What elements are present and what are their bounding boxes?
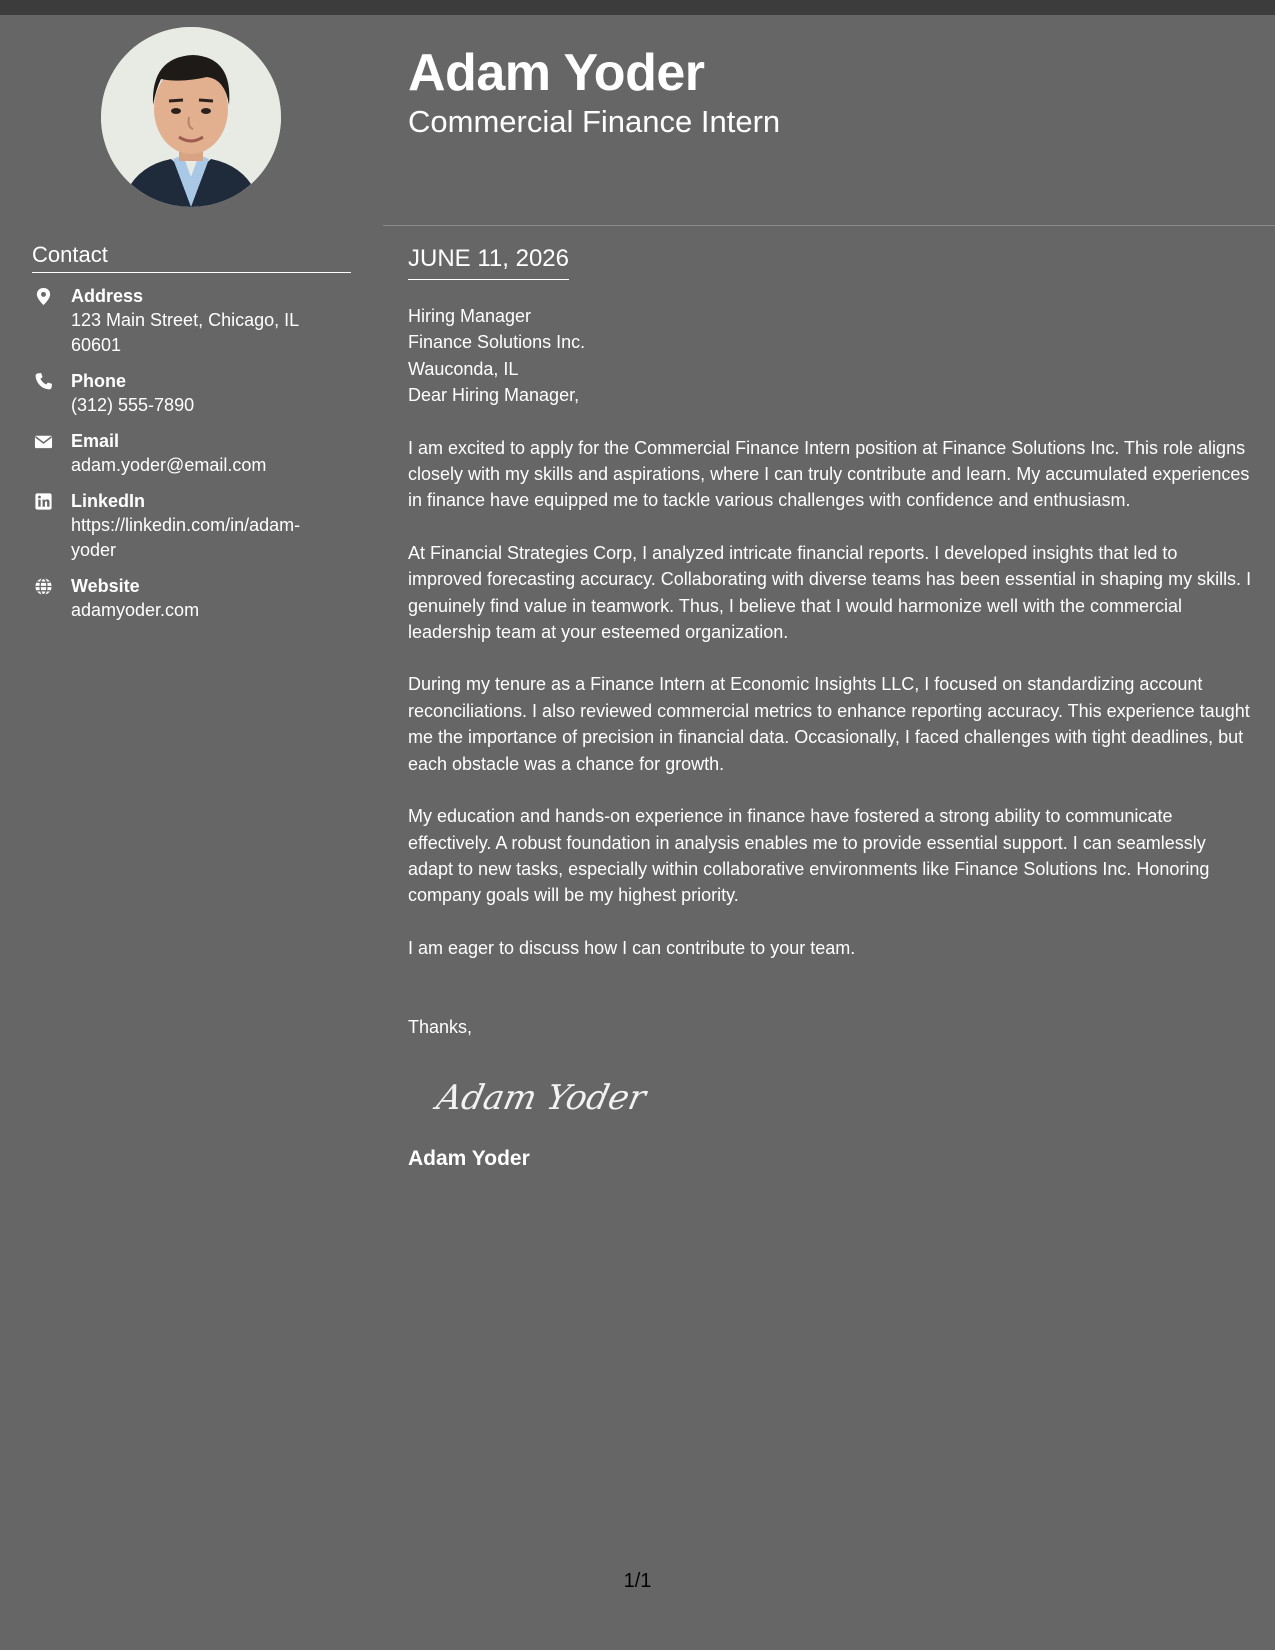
top-bar bbox=[0, 0, 1275, 15]
recipient-block bbox=[408, 303, 1253, 382]
contact-label: Address bbox=[71, 286, 144, 306]
recipient-line: Wauconda, IL bbox=[408, 358, 519, 379]
recipient-line: Hiring Manager bbox=[408, 306, 532, 326]
contact-website bbox=[32, 574, 332, 623]
envelope-icon bbox=[34, 432, 53, 451]
contact-value: 123 Main Street, Chicago, IL 60601 bbox=[71, 310, 299, 355]
svg-text:Adam Yoder: Adam Yoder bbox=[433, 1077, 650, 1118]
letter-paragraph: My education and hands-on experience in finance have fostered a strong ability to communicate effectively. A robust foundation in analysis enables me to provide essential support. I can seamlessly adapt to new tasks, especially within collaborative environments like Finance Solutions Inc. Honoring company goals will be my highest priority. bbox=[408, 806, 1210, 906]
recipient-line: Finance Solutions Inc. bbox=[408, 332, 586, 353]
contact-label: Phone bbox=[71, 371, 127, 391]
contact-linkedin bbox=[32, 489, 332, 563]
contact-value[interactable]: https://linkedin.com/in/adam-yoder bbox=[71, 515, 301, 560]
contact-value: (312) 555-7890 bbox=[71, 395, 195, 415]
contact-value[interactable]: adamyoder.com bbox=[71, 600, 200, 620]
letter-paragraph: I am excited to apply for the Commercial Finance Intern position at Finance Solutions Inc. This role aligns closely with my skills and aspirations, where I can truly contribute and learn. My accumulated experiences in finance have equipped me to tackle various challenges with confidence and enthusiasm. bbox=[408, 437, 1250, 511]
contact-phone bbox=[32, 369, 332, 418]
contact-heading: Contact bbox=[32, 240, 351, 273]
linkedin-icon bbox=[34, 492, 53, 511]
page-number: 1/1 bbox=[623, 1570, 652, 1592]
contact-value[interactable]: adam.yoder@email.com bbox=[71, 455, 267, 475]
letter-paragraph: I am eager to discuss how I can contribute to your team. bbox=[408, 937, 856, 958]
phone-icon bbox=[34, 372, 53, 391]
contact-email bbox=[32, 429, 332, 478]
contact-label: Email bbox=[71, 431, 120, 451]
letter-date: JUNE 11, 2026 bbox=[408, 244, 569, 280]
applicant-role: Commercial Finance Intern bbox=[408, 104, 781, 139]
letter-body bbox=[408, 303, 1253, 1172]
contact-address bbox=[32, 284, 332, 358]
applicant-name: Adam Yoder bbox=[408, 44, 705, 102]
contact-label: Website bbox=[71, 576, 140, 596]
profile-photo bbox=[101, 27, 281, 207]
globe-icon bbox=[34, 577, 53, 596]
header-divider bbox=[383, 225, 1275, 226]
signature bbox=[432, 1067, 672, 1123]
salutation: Dear Hiring Manager, bbox=[408, 385, 580, 406]
location-pin-icon bbox=[34, 287, 53, 306]
contact-label: LinkedIn bbox=[71, 491, 146, 511]
letter-paragraph: At Financial Strategies Corp, I analyzed intricate financial reports. I developed insights that led to improved forecasting accuracy. Collaborating with diverse teams has been essential in shaping my skills. I genuinely find value in teamwork. Thus, I believe that I would harmonize well with the commercial leadership team at your esteemed organization. bbox=[408, 542, 1252, 643]
closing: Thanks, bbox=[408, 1017, 473, 1038]
letter-paragraph: During my tenure as a Finance Intern at Economic Insights LLC, I focused on standardizing account reconciliations. I also reviewed commercial metrics to enhance reporting accuracy. This experience taught me the importance of precision in financial data. Occasionally, I faced challenges with tight deadlines, but each obstacle was a chance for growth. bbox=[408, 674, 1250, 774]
contact-list bbox=[32, 284, 332, 634]
signed-name: Adam Yoder bbox=[408, 1146, 530, 1170]
